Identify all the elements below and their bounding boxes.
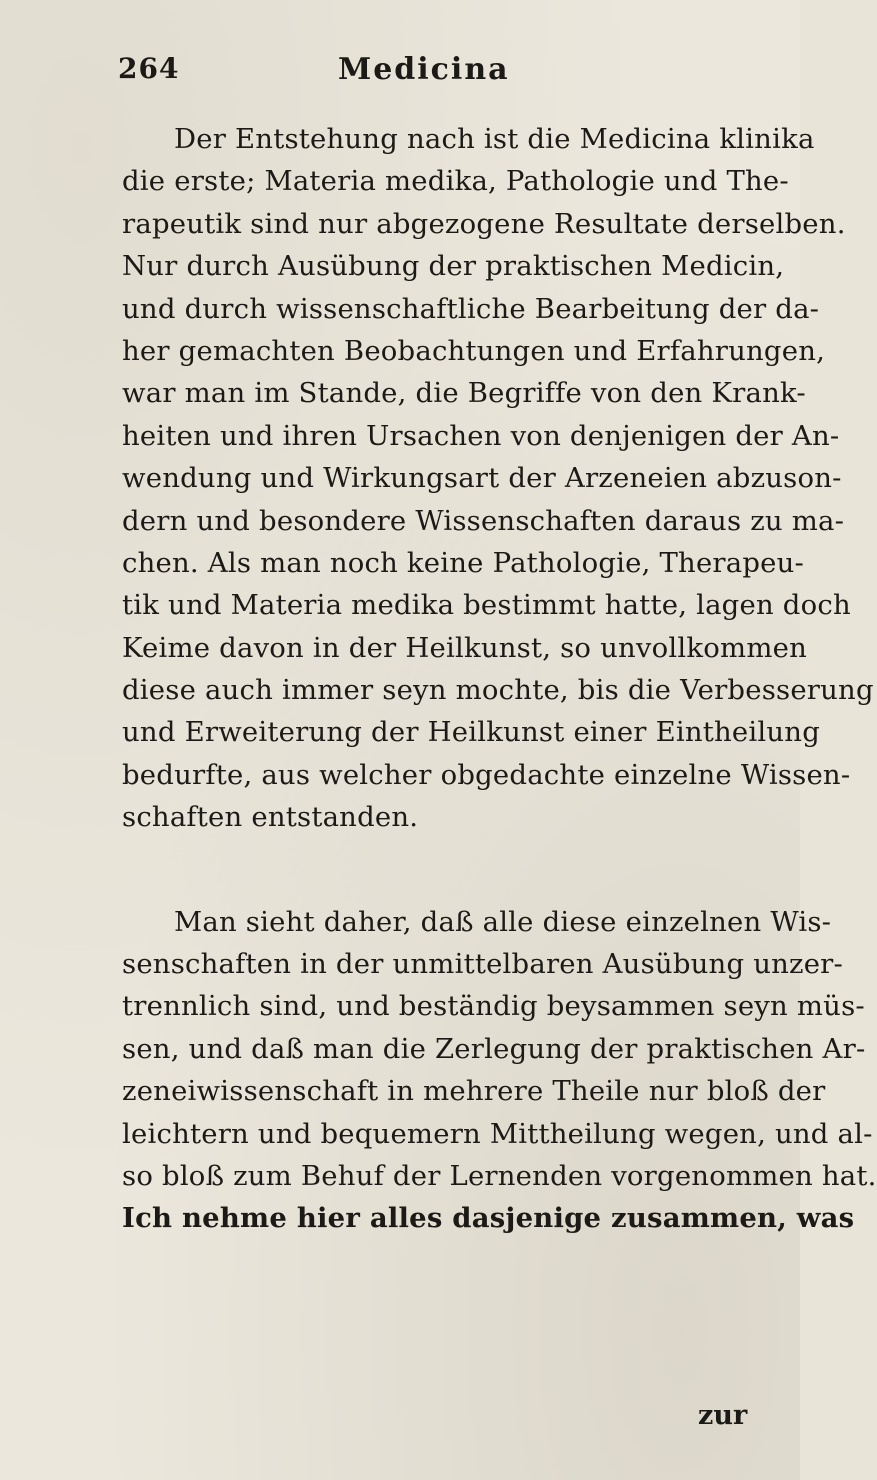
text-line: Der Entstehung nach ist die Medicina klinika bbox=[174, 123, 815, 155]
text-line: Ich nehme hier alles dasjenige zusammen, was bbox=[122, 1202, 855, 1235]
text-line: zeneiwissenschaft in mehrere Theile nur bloß der bbox=[122, 1075, 826, 1108]
text-line: Nur durch Ausübung der praktischen Medicin, bbox=[122, 250, 785, 283]
text-line: schaften entstanden. bbox=[122, 801, 419, 834]
text-line: heiten und ihren Ursachen von denjenigen der An- bbox=[122, 419, 840, 452]
text-line: leichtern und bequemern Mittheilung wegen, und al- bbox=[122, 1117, 873, 1150]
text-line: trennlich sind, und beständig beysammen seyn müs- bbox=[122, 990, 865, 1023]
text-line: rapeutik sind nur abgezogene Resultate derselben. bbox=[122, 207, 846, 240]
paragraph bbox=[122, 901, 877, 1240]
text-line: so bloß zum Behuf der Lernenden vorgenommen hat. bbox=[122, 1159, 877, 1192]
text-line: tik und Materia medika bestimmt hatte, lagen doch bbox=[122, 589, 851, 622]
text-line: und Erweiterung der Heilkunst einer Eintheilung bbox=[122, 716, 821, 749]
text-line: sen, und daß man die Zerlegung der praktischen Ar- bbox=[122, 1032, 866, 1065]
text-line: Man sieht daher, daß alle diese einzelnen Wis- bbox=[174, 905, 832, 938]
text-line: Keime davon in der Heilkunst, so unvollkommen bbox=[122, 631, 807, 664]
text-line: wendung und Wirkungsart der Arzeneien abzuson- bbox=[122, 462, 842, 495]
text-line: bedurfte, aus welcher obgedachte einzelne Wissen- bbox=[122, 758, 851, 791]
text-line: die erste; Materia medika, Pathologie und The- bbox=[122, 165, 789, 198]
text-line: und durch wissenschaftliche Bearbeitung der da- bbox=[122, 292, 820, 325]
text-line: war man im Stande, die Begriffe von den Krank- bbox=[122, 377, 806, 410]
text-line: diese auch immer seyn mochte, bis die Verbesserung bbox=[122, 674, 874, 707]
page-number: 264 bbox=[118, 52, 180, 85]
paragraph-spacer bbox=[122, 839, 762, 901]
text-line: chen. Als man noch keine Pathologie, Therapeu- bbox=[122, 546, 805, 579]
catchword: zur bbox=[698, 1400, 748, 1431]
text-line: dern und besondere Wissenschaften daraus zu ma- bbox=[122, 504, 845, 537]
body-text bbox=[122, 118, 877, 1240]
running-title: Medicina bbox=[338, 52, 510, 87]
text-line: senschaften in der unmittelbaren Ausübung unzer- bbox=[122, 948, 844, 981]
text-line: her gemachten Beobachtungen und Erfahrungen, bbox=[122, 334, 826, 367]
page-header bbox=[118, 52, 640, 92]
paragraph bbox=[122, 118, 874, 839]
